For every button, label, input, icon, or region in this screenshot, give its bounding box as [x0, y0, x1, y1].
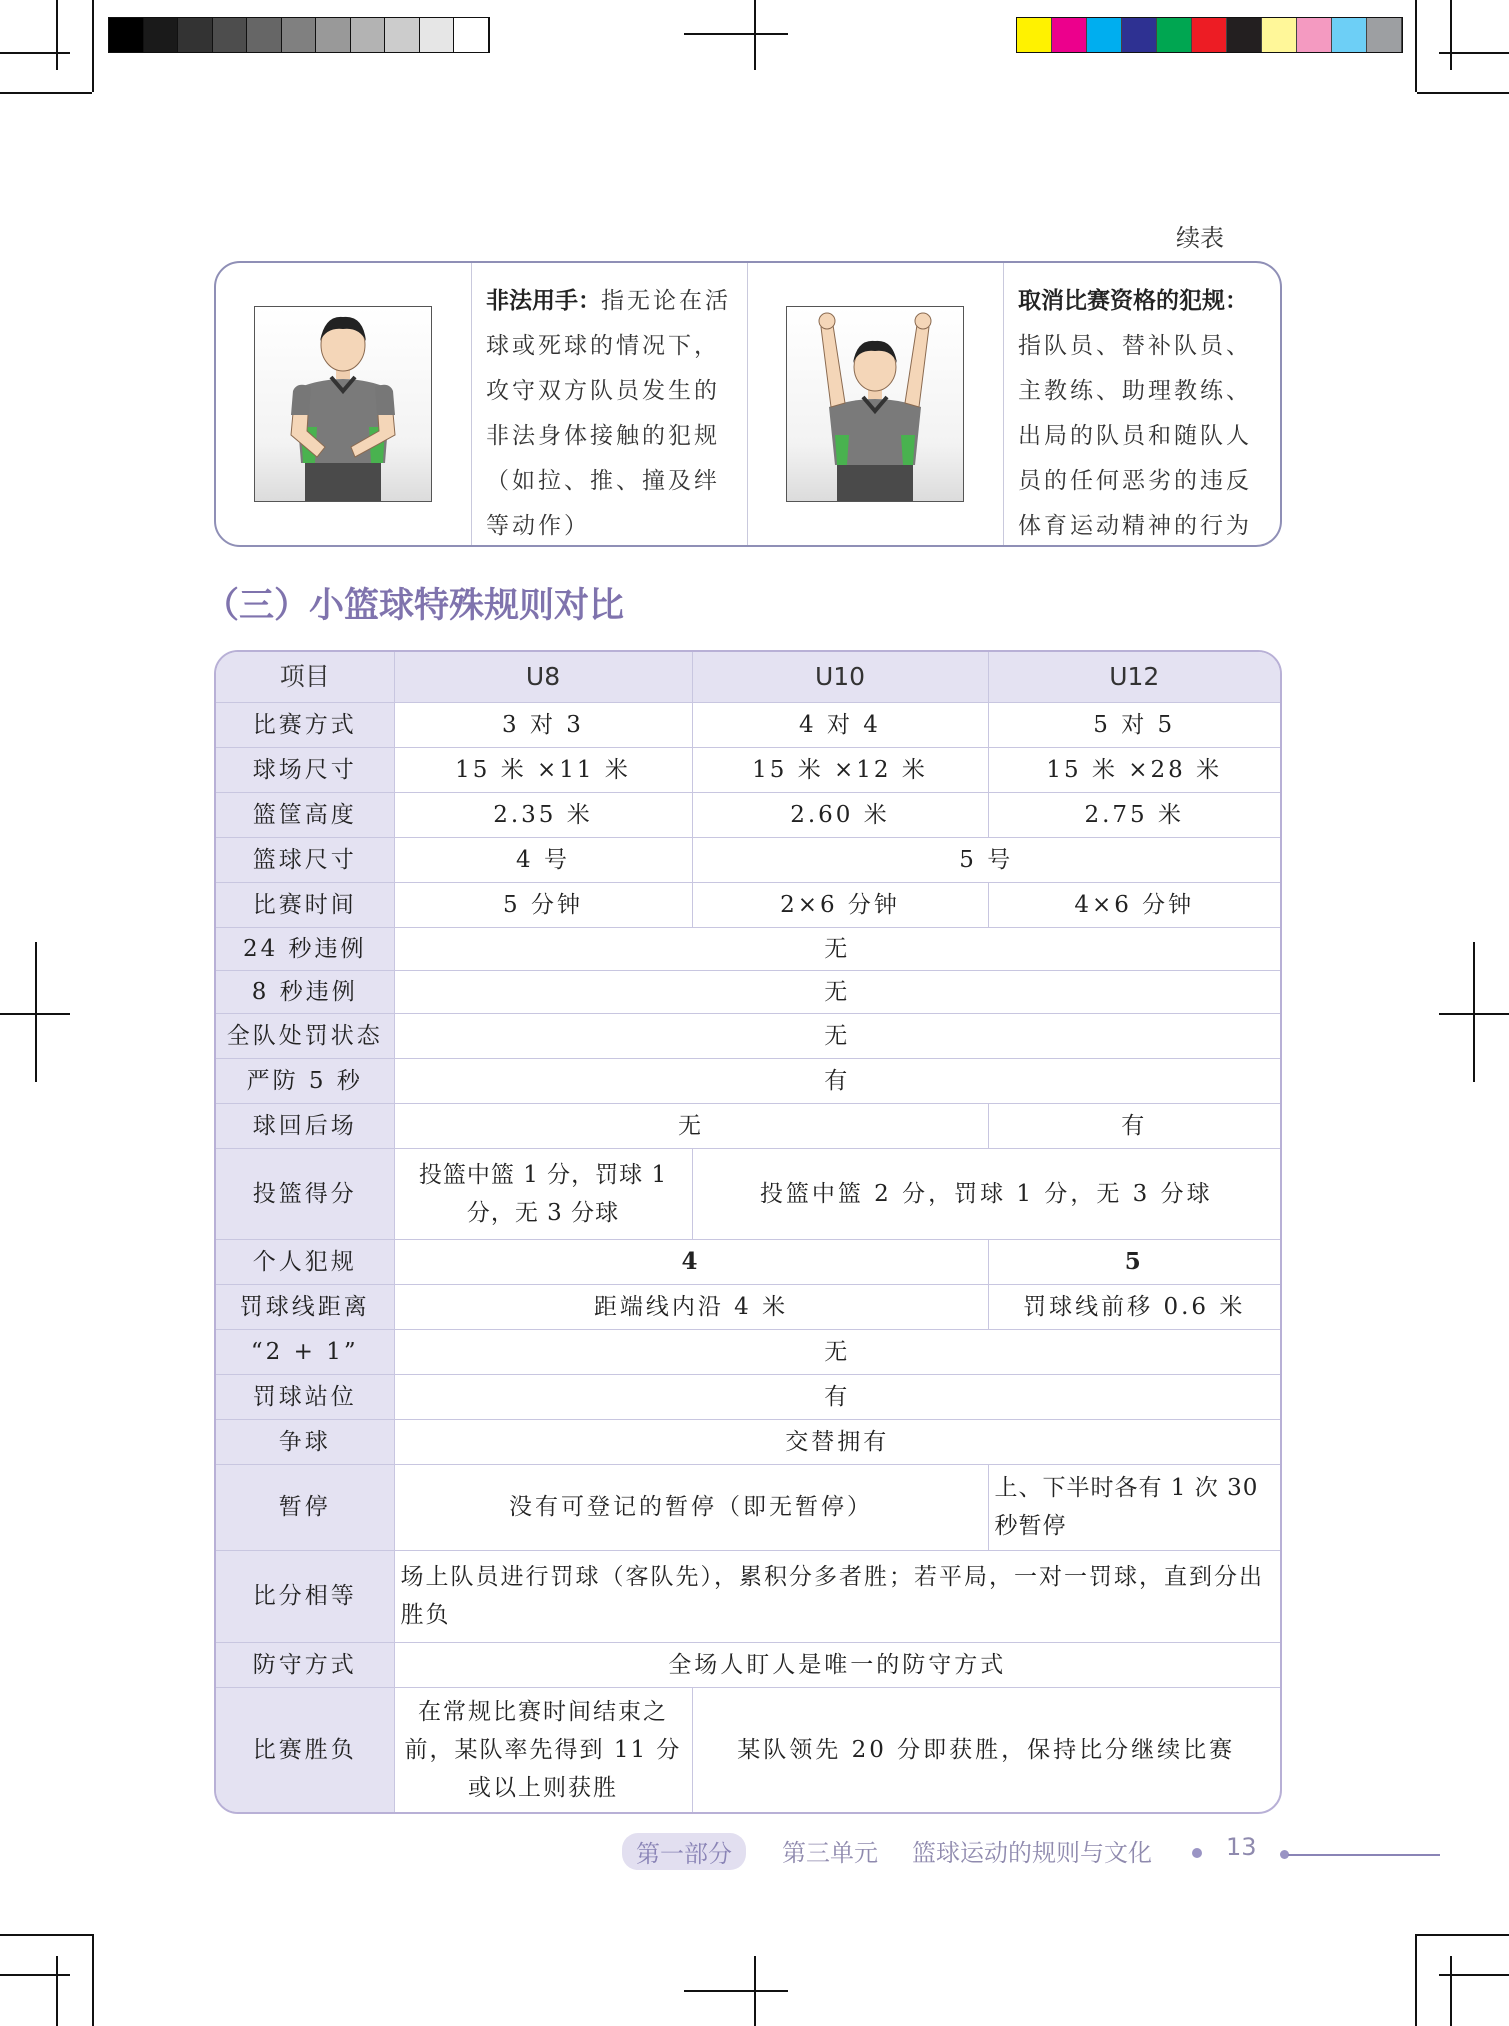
- table-row: [216, 970, 1280, 1013]
- signal-description-illegal-hands: [471, 263, 748, 545]
- table-cell: 无: [394, 970, 1280, 1013]
- table-cell: 无: [394, 1013, 1280, 1058]
- table-cell: 投篮中篮 1 分，罚球 1 分，无 3 分球: [394, 1148, 692, 1239]
- table-item-cell: 全队处罚状态: [216, 1013, 394, 1058]
- table-cell: 4 对 4: [692, 702, 988, 747]
- crop-mark: [1415, 1934, 1417, 2026]
- crop-mark: [1417, 92, 1509, 94]
- table-item-cell: 篮球尺寸: [216, 837, 394, 882]
- crop-mark: [1473, 942, 1475, 1082]
- table-cell: 有: [394, 1374, 1280, 1419]
- crop-mark: [92, 1934, 94, 2026]
- signal-description-disqualifying: [1003, 263, 1280, 545]
- table-row: [216, 1642, 1280, 1687]
- table-cell: 5 对 5: [988, 702, 1280, 747]
- table-row: [216, 792, 1280, 837]
- table-cell: 交替拥有: [394, 1419, 1280, 1464]
- crop-mark: [0, 1934, 92, 1936]
- table-item-cell: 24 秒违例: [216, 927, 394, 970]
- table-item-cell: 暂停: [216, 1464, 394, 1550]
- crop-mark: [35, 942, 37, 1082]
- table-header-cell: U8: [394, 652, 692, 702]
- table-row: [216, 882, 1280, 927]
- color-calibration-strip: [1016, 17, 1403, 53]
- table-header-cell: 项目: [216, 652, 394, 702]
- footer-part-label: 第一部分: [622, 1833, 746, 1870]
- crop-mark: [1450, 0, 1452, 70]
- continued-label: 续表: [1176, 224, 1224, 252]
- crop-mark: [1417, 1934, 1509, 1936]
- table-cell: 15 米 ×11 米: [394, 747, 692, 792]
- crop-mark: [754, 1956, 756, 2026]
- table-item-cell: 个人犯规: [216, 1239, 394, 1284]
- table-item-cell: 球回后场: [216, 1103, 394, 1148]
- referee-signals-box: [214, 261, 1282, 547]
- table-cell: 全场人盯人是唯一的防守方式: [394, 1642, 1280, 1687]
- table-row: [216, 1419, 1280, 1464]
- rules-comparison-table: [214, 650, 1282, 1814]
- table-cell: 4×6 分钟: [988, 882, 1280, 927]
- table-item-cell: 防守方式: [216, 1642, 394, 1687]
- crop-mark: [754, 0, 756, 70]
- grayscale-calibration-strip: [108, 17, 490, 53]
- referee-disqualifying-foul-icon: [786, 306, 964, 502]
- table-cell: 2×6 分钟: [692, 882, 988, 927]
- table-row: [216, 1687, 1280, 1813]
- crop-mark: [1415, 0, 1417, 92]
- table-cell: 2.35 米: [394, 792, 692, 837]
- table-row: [216, 1374, 1280, 1419]
- table-cell: 5 分钟: [394, 882, 692, 927]
- table-cell: 2.60 米: [692, 792, 988, 837]
- signal-figure-cell: [216, 263, 471, 545]
- signal-title: 非法用手：: [485, 288, 601, 314]
- table-cell: 某队领先 20 分即获胜，保持比分继续比赛: [692, 1687, 1280, 1813]
- crop-mark: [56, 0, 58, 70]
- page-number: 13: [1226, 1833, 1257, 1861]
- table-row: [216, 1464, 1280, 1550]
- table-cell: 场上队员进行罚球（客队先），累积分多者胜；若平局，一对一罚球，直到分出胜负: [394, 1550, 1280, 1642]
- table-cell: 距端线内沿 4 米: [394, 1284, 988, 1329]
- table-header-row: [216, 652, 1280, 702]
- table-item-cell: “2 + 1”: [216, 1329, 394, 1374]
- crop-mark: [1450, 1956, 1452, 2026]
- footer-dot-icon: [1192, 1848, 1202, 1858]
- signal-description: 指队员、替补队员、主教练、助理教练、出局的队员和随队人员的任何恶劣的违反体育运动精神的行为: [1017, 333, 1252, 539]
- crop-mark: [92, 0, 94, 92]
- table-row: [216, 747, 1280, 792]
- crop-mark: [0, 52, 70, 54]
- table-item-cell: 争球: [216, 1419, 394, 1464]
- table-header-cell: U12: [988, 652, 1280, 702]
- footer-rule: [1288, 1854, 1440, 1856]
- table-cell: 5 号: [692, 837, 1280, 882]
- table-cell: 没有可登记的暂停（即无暂停）: [394, 1464, 988, 1550]
- footer-unit-label: 第三单元: [782, 1839, 878, 1867]
- crop-mark: [0, 92, 92, 94]
- table-cell: 5: [988, 1239, 1280, 1284]
- table-cell: 上、下半时各有 1 次 30 秒暂停: [988, 1464, 1280, 1550]
- referee-illegal-use-of-hands-icon: [254, 306, 432, 502]
- crop-mark: [684, 1990, 788, 1992]
- table-cell: 罚球线前移 0.6 米: [988, 1284, 1280, 1329]
- table-cell: 4: [394, 1239, 988, 1284]
- crop-mark: [0, 1974, 70, 1976]
- table-row: [216, 1013, 1280, 1058]
- table-item-cell: 罚球线距离: [216, 1284, 394, 1329]
- table-item-cell: 篮筐高度: [216, 792, 394, 837]
- table-item-cell: 严防 5 秒: [216, 1058, 394, 1103]
- table-item-cell: 8 秒违例: [216, 970, 394, 1013]
- table-cell: 有: [988, 1103, 1280, 1148]
- table-row: [216, 1284, 1280, 1329]
- table-cell: 在常规比赛时间结束之前，某队率先得到 11 分或以上则获胜: [394, 1687, 692, 1813]
- table-row: [216, 1103, 1280, 1148]
- signal-title: 取消比赛资格的犯规：: [1017, 288, 1248, 314]
- table-cell: 15 米 ×12 米: [692, 747, 988, 792]
- table-cell: 3 对 3: [394, 702, 692, 747]
- footer-chapter-label: 篮球运动的规则与文化: [912, 1839, 1152, 1867]
- table-item-cell: 罚球站位: [216, 1374, 394, 1419]
- table-cell: 2.75 米: [988, 792, 1280, 837]
- table-row: [216, 1329, 1280, 1374]
- table-row: [216, 837, 1280, 882]
- signal-description: 指无论在活球或死球的情况下，攻守双方队员发生的非法身体接触的犯规（如拉、推、撞及绊等动作）: [485, 288, 731, 539]
- table-cell: 无: [394, 1103, 988, 1148]
- table-cell: 投篮中篮 2 分，罚球 1 分，无 3 分球: [692, 1148, 1280, 1239]
- table-row: [216, 927, 1280, 970]
- crop-mark: [56, 1956, 58, 2026]
- table-cell: 无: [394, 1329, 1280, 1374]
- table-row: [216, 1550, 1280, 1642]
- table-cell: 有: [394, 1058, 1280, 1103]
- table-row: [216, 702, 1280, 747]
- table-row: [216, 1148, 1280, 1239]
- signal-figure-cell: [748, 263, 1003, 545]
- table-cell: 无: [394, 927, 1280, 970]
- table-row: [216, 1239, 1280, 1284]
- table-item-cell: 投篮得分: [216, 1148, 394, 1239]
- table-item-cell: 比赛胜负: [216, 1687, 394, 1813]
- table-cell: 4 号: [394, 837, 692, 882]
- table-cell: 15 米 ×28 米: [988, 747, 1280, 792]
- table-item-cell: 比赛时间: [216, 882, 394, 927]
- section-title: （三）小篮球特殊规则对比: [204, 586, 625, 626]
- table-header-cell: U10: [692, 652, 988, 702]
- table-item-cell: 比赛方式: [216, 702, 394, 747]
- table-item-cell: 球场尺寸: [216, 747, 394, 792]
- crop-mark: [684, 33, 788, 35]
- table-row: [216, 1058, 1280, 1103]
- table-item-cell: 比分相等: [216, 1550, 394, 1642]
